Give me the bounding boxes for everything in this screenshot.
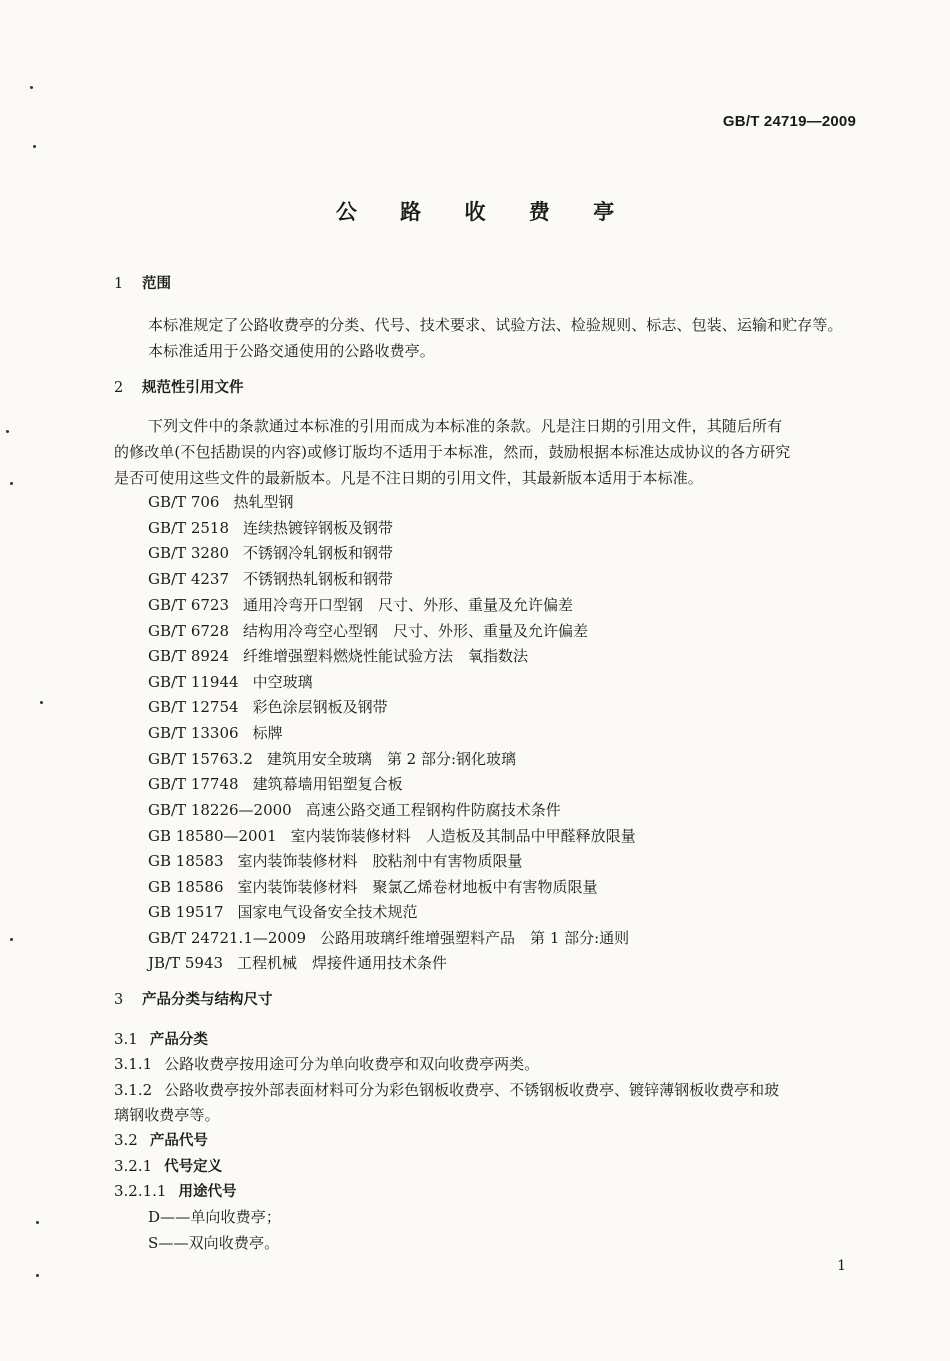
clause: 3.1.1 公路收费亭按用途可分为单向收费亭和双向收费亭两类。 bbox=[114, 1055, 540, 1073]
subsection-heading: 3.2.1.1 用途代号 bbox=[114, 1182, 237, 1200]
reference-item: GB 18580—2001 室内装饰装修材料 人造板及其制品中甲醛释放限量 bbox=[148, 827, 636, 845]
document-title: 公 路 收 费 亭 bbox=[335, 200, 633, 224]
scan-speck bbox=[10, 938, 13, 941]
scan-speck bbox=[36, 1274, 39, 1277]
reference-item: GB/T 6723 通用冷弯开口型钢 尺寸、外形、重量及允许偏差 bbox=[148, 596, 574, 614]
page-number: 1 bbox=[837, 1258, 846, 1274]
scan-speck bbox=[6, 430, 9, 433]
subsection-heading: 3.2.1 代号定义 bbox=[114, 1157, 223, 1175]
reference-item: GB/T 24721.1—2009 公路用玻璃纤维增强塑料产品 第 1 部分:通则 bbox=[148, 929, 630, 947]
reference-item: GB/T 6728 结构用冷弯空心型钢 尺寸、外形、重量及允许偏差 bbox=[148, 622, 589, 640]
scan-speck bbox=[10, 482, 13, 485]
reference-item: GB/T 11944 中空玻璃 bbox=[148, 673, 313, 691]
scan-speck bbox=[33, 145, 36, 148]
subsection-heading: 3.2 产品代号 bbox=[114, 1131, 208, 1149]
clause: 3.1.2 公路收费亭按外部表面材料可分为彩色钢板收费亭、不锈钢板收费亭、镀锌薄钢板收费亭和玻 bbox=[114, 1081, 780, 1099]
reference-item: GB/T 12754 彩色涂层钢板及钢带 bbox=[148, 698, 388, 716]
paragraph: 是否可使用这些文件的最新版本。凡是不注日期的引用文件，其最新版本适用于本标准。 bbox=[114, 469, 703, 487]
section-heading-scope: 1 范围 bbox=[114, 276, 171, 292]
clause-continuation: 璃钢收费亭等。 bbox=[114, 1106, 220, 1124]
reference-item: GB/T 13306 标牌 bbox=[148, 724, 283, 742]
reference-item: GB/T 18226—2000 高速公路交通工程钢构件防腐技术条件 bbox=[148, 801, 561, 819]
code-definition: S——双向收费亭。 bbox=[148, 1234, 280, 1252]
scan-speck bbox=[36, 1221, 39, 1224]
standard-number: GB/T 24719—2009 bbox=[722, 113, 856, 130]
reference-item: GB 18586 室内装饰装修材料 聚氯乙烯卷材地板中有害物质限量 bbox=[148, 878, 598, 896]
reference-item: JB/T 5943 工程机械 焊接件通用技术条件 bbox=[148, 954, 448, 972]
reference-item: GB/T 3280 不锈钢冷轧钢板和钢带 bbox=[148, 544, 394, 562]
reference-item: GB/T 17748 建筑幕墙用铝塑复合板 bbox=[148, 775, 403, 793]
reference-item: GB/T 706 热轧型钢 bbox=[148, 493, 294, 511]
paragraph: 本标准规定了公路收费亭的分类、代号、技术要求、试验方法、检验规则、标志、包装、运输和贮存等。 bbox=[148, 316, 843, 334]
section-heading-classification: 3 产品分类与结构尺寸 bbox=[114, 992, 273, 1008]
paragraph: 的修改单(不包括勘误的内容)或修订版均不适用于本标准，然而，鼓励根据本标准达成协议的各方研究 bbox=[114, 443, 791, 461]
section-heading-normative-references: 2 规范性引用文件 bbox=[114, 380, 244, 396]
reference-item: GB/T 8924 纤维增强塑料燃烧性能试验方法 氧指数法 bbox=[148, 647, 529, 665]
paragraph: 下列文件中的条款通过本标准的引用而成为本标准的条款。凡是注日期的引用文件，其随后所有 bbox=[148, 417, 783, 435]
reference-item: GB/T 2518 连续热镀锌钢板及钢带 bbox=[148, 519, 394, 537]
paragraph: 本标准适用于公路交通使用的公路收费亭。 bbox=[148, 342, 435, 360]
reference-item: GB 18583 室内装饰装修材料 胶粘剂中有害物质限量 bbox=[148, 852, 523, 870]
scan-speck bbox=[30, 86, 33, 89]
scan-speck bbox=[40, 701, 43, 704]
code-definition: D——单向收费亭； bbox=[148, 1208, 281, 1226]
subsection-heading: 3.1 产品分类 bbox=[114, 1030, 208, 1048]
reference-item: GB 19517 国家电气设备安全技术规范 bbox=[148, 903, 418, 921]
reference-item: GB/T 4237 不锈钢热轧钢板和钢带 bbox=[148, 570, 394, 588]
reference-item: GB/T 15763.2 建筑用安全玻璃 第 2 部分:钢化玻璃 bbox=[148, 750, 517, 768]
